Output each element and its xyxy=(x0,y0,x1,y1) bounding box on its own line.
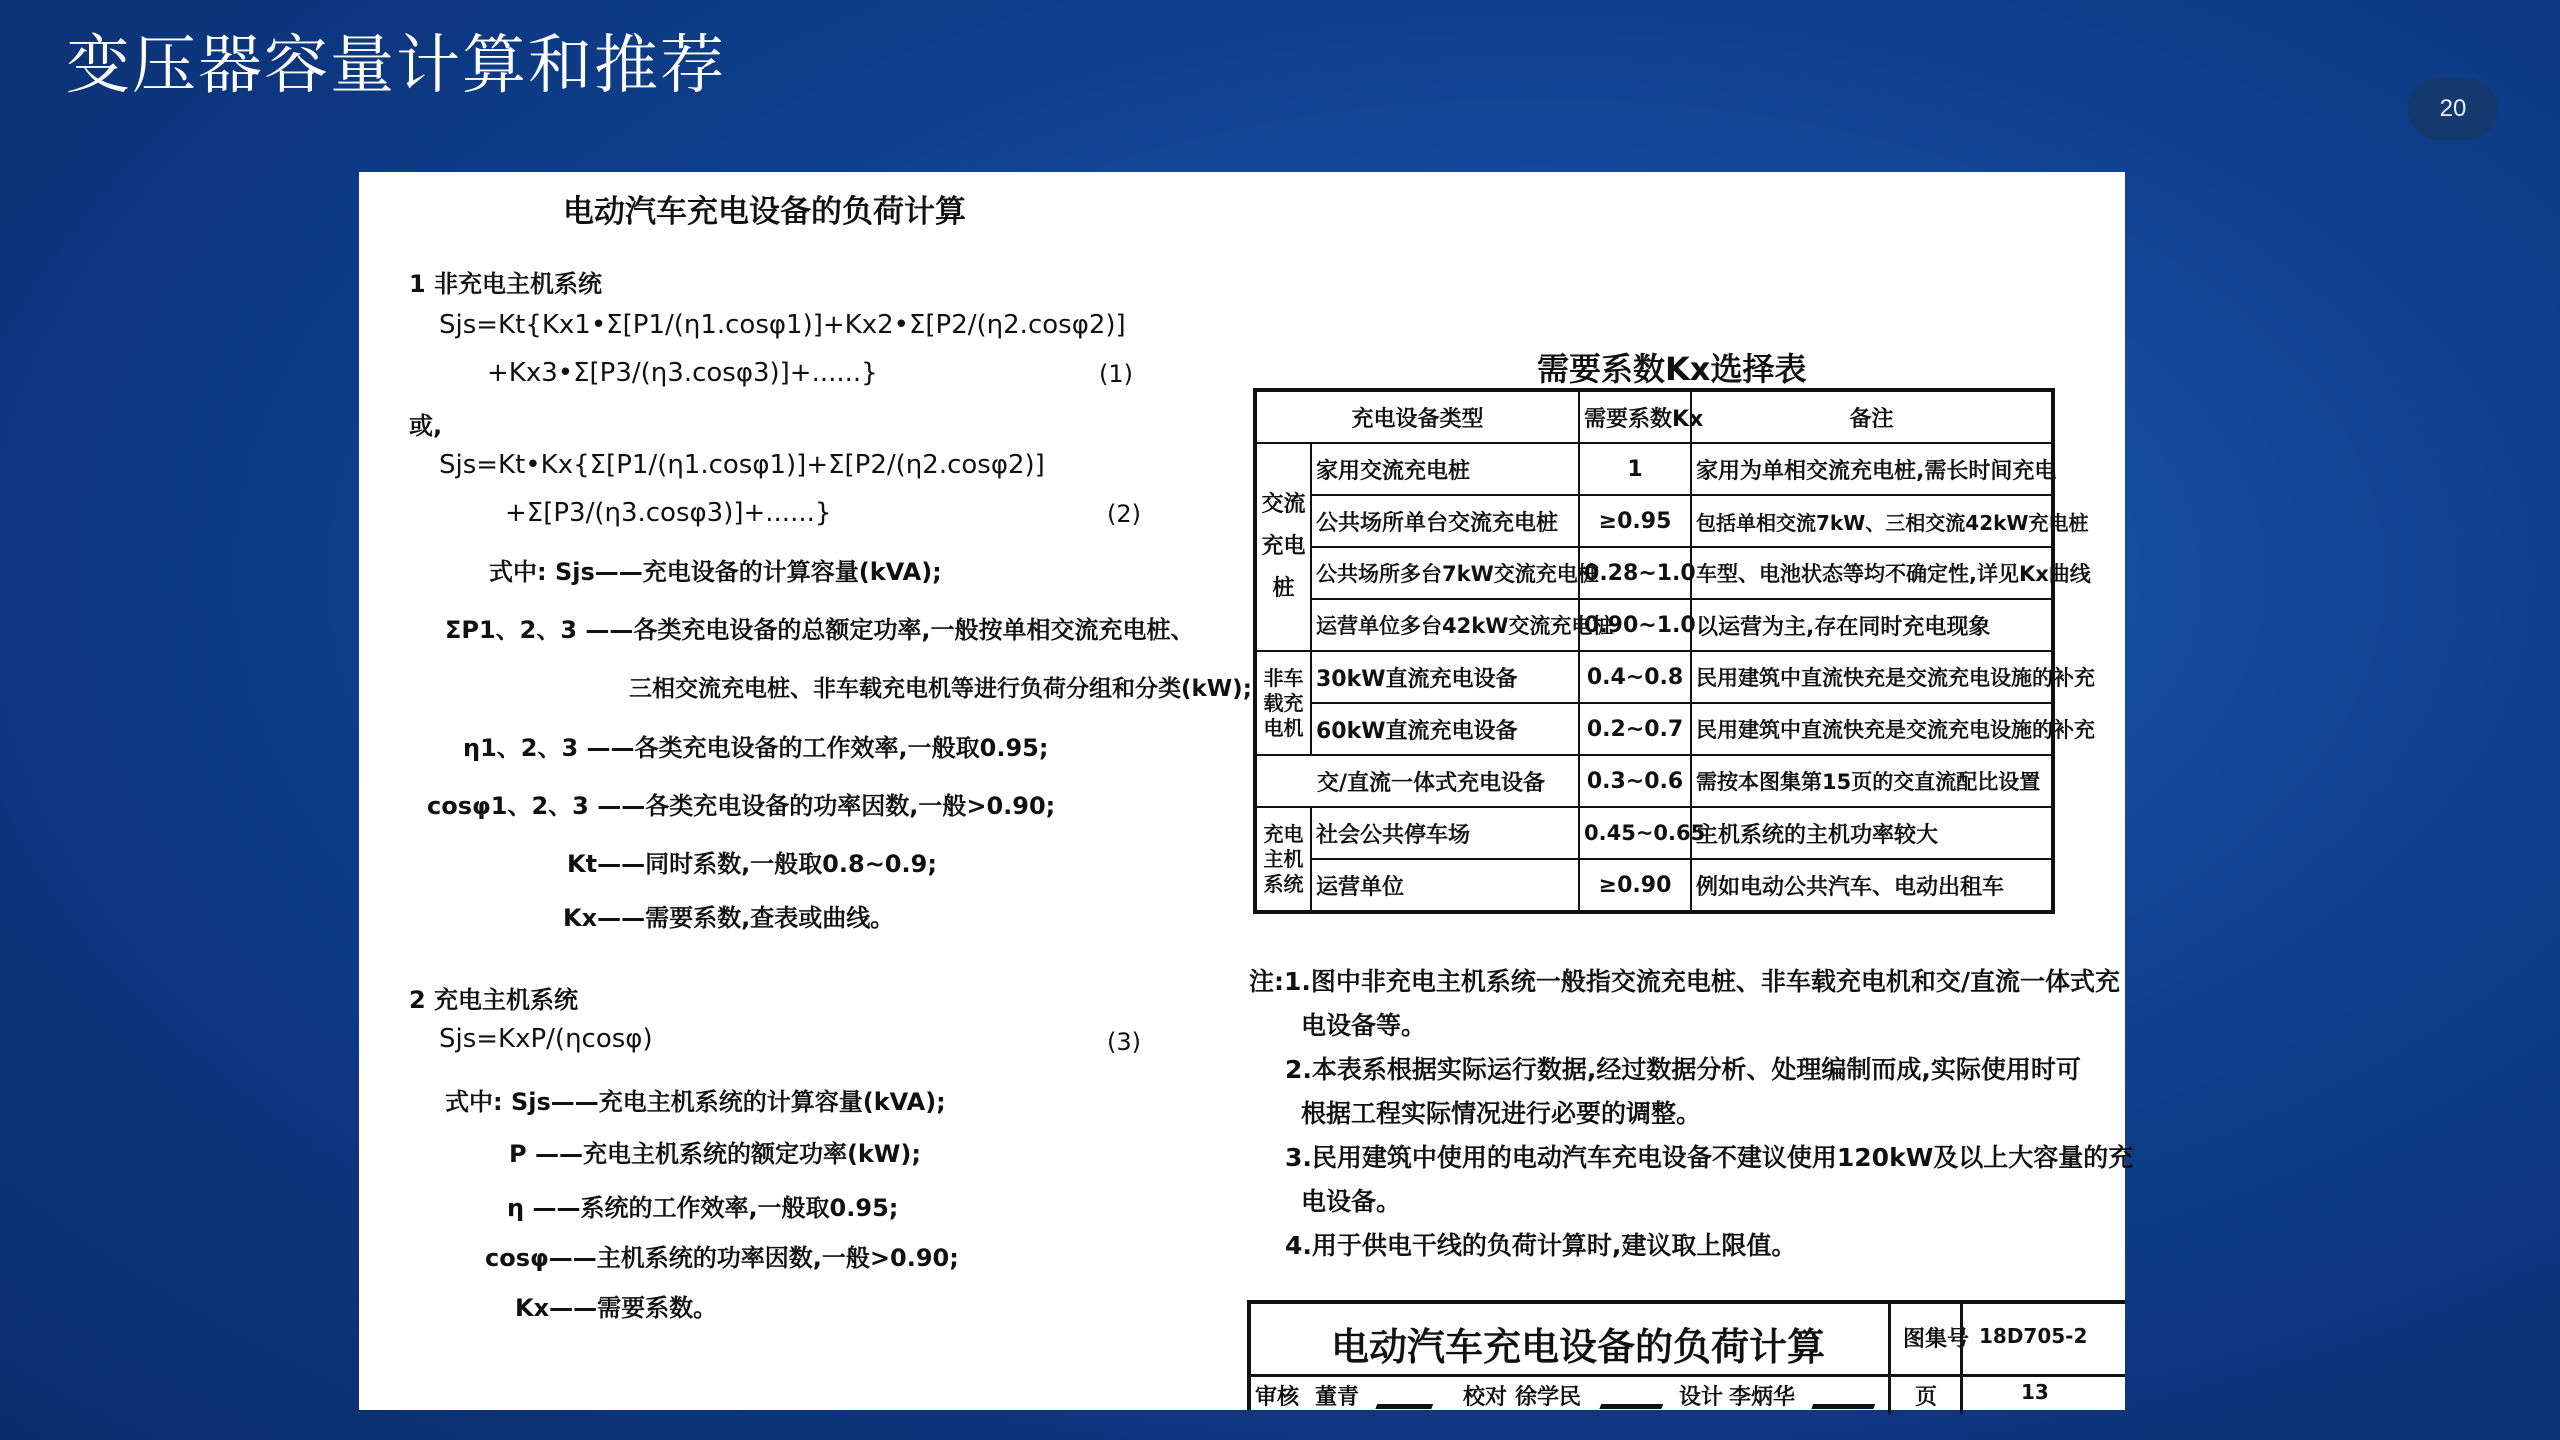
checker-signature xyxy=(1599,1378,1672,1409)
note-1-line1: 注:1.图中非充电主机系统一般指交流充电桩、非车载充电机和交/直流一体式充 xyxy=(1249,967,2121,996)
note-3-line1: 3.民用建筑中使用的电动汽车充电设备不建议使用120kW及以上大容量的充 xyxy=(1285,1143,2134,1172)
section1-heading: 1 非充电主机系统 xyxy=(409,270,603,298)
cell-kx: 0.2~0.7 xyxy=(1579,703,1691,755)
header-type: 充电设备类型 xyxy=(1255,390,1579,443)
cell-type: 交/直流一体式充电设备 xyxy=(1255,755,1579,807)
definition-eta: η1、2、3 ——各类充电设备的工作效率,一般取0.95; xyxy=(463,734,1049,762)
formula2-line2: +Σ[P3/(η3.cosφ3)]+......} xyxy=(505,498,832,528)
doc-title: 电动汽车充电设备的负荷计算 xyxy=(563,194,966,230)
s2-definition-cos: cosφ——主机系统的功率因数,一般>0.90; xyxy=(485,1244,959,1272)
cell-kx: ≥0.90 xyxy=(1579,859,1691,912)
group-ac xyxy=(1255,443,1311,651)
definition-p-line1: ΣP1、2、3 ——各类充电设备的总额定功率,一般按单相交流充电桩、 xyxy=(445,616,1195,644)
note-2-line1: 2.本表系根据实际运行数据,经过数据分析、处理编制而成,实际使用时可 xyxy=(1285,1055,2081,1084)
cell-note: 家用为单相交流充电桩,需长时间充电 xyxy=(1691,443,2053,495)
kx-table-header-row xyxy=(1255,390,2053,443)
group-offboard xyxy=(1255,651,1311,755)
cell-note: 需按本图集第15页的交直流配比设置 xyxy=(1691,755,2053,807)
note-4: 4.用于供电干线的负荷计算时,建议取上限值。 xyxy=(1285,1231,1797,1260)
cell-kx: 0.45~0.65 xyxy=(1579,807,1691,859)
reviewer-name: 董青 xyxy=(1315,1385,1360,1410)
cell-note: 例如电动公共汽车、电动出租车 xyxy=(1691,859,2053,912)
s2-definition-kx: Kx——需要系数。 xyxy=(515,1294,718,1322)
definition-sjs: 式中: Sjs——充电设备的计算容量(kVA); xyxy=(489,558,942,586)
note-3-line2: 电设备。 xyxy=(1301,1187,1402,1216)
page-number-badge: 20 xyxy=(2408,78,2498,140)
cell-note: 民用建筑中直流快充是交流充电设施的补充 xyxy=(1691,651,2053,703)
table-row xyxy=(1255,859,2053,912)
page-number: 13 xyxy=(2021,1380,2049,1404)
table-row xyxy=(1255,443,2053,495)
slide-title: 变压器容量计算和推荐 xyxy=(66,29,726,103)
cell-kx: ≥0.95 xyxy=(1579,495,1691,547)
table-row xyxy=(1255,807,2053,859)
group-offboard-label: 非车载充电机 xyxy=(1263,665,1304,740)
table-row xyxy=(1255,495,2053,547)
cell-note: 以运营为主,存在同时充电现象 xyxy=(1691,599,2053,651)
cell-note: 包括单相交流7kW、三相交流42kW充电桩 xyxy=(1691,495,2053,547)
formula1-line2: +Kx3•Σ[P3/(η3.cosφ3)]+......} xyxy=(487,358,878,388)
formula3: Sjs=KxP/(ηcosφ) xyxy=(439,1024,653,1054)
title-block xyxy=(1247,1300,2125,1410)
formula2-number: (2) xyxy=(1107,500,1141,528)
cell-type: 运营单位多台42kW交流充电桩 xyxy=(1311,599,1579,651)
cell-note: 主机系统的主机功率较大 xyxy=(1691,807,2053,859)
table-row xyxy=(1255,547,2053,599)
note-1-line2: 电设备等。 xyxy=(1301,1011,1427,1040)
cell-kx: 0.90~1.0 xyxy=(1579,599,1691,651)
cell-kx: 1 xyxy=(1579,443,1691,495)
table-row xyxy=(1255,599,2053,651)
cell-type: 家用交流充电桩 xyxy=(1311,443,1579,495)
cell-type: 30kW直流充电设备 xyxy=(1311,651,1579,703)
definition-cos: cosφ1、2、3 ——各类充电设备的功率因数,一般>0.90; xyxy=(427,792,1056,820)
definition-kx: Kx——需要系数,查表或曲线。 xyxy=(563,904,895,932)
designer-signature xyxy=(1811,1378,1884,1409)
definition-p-line2: 三相交流充电桩、非车载充电机等进行负荷分组和分类(kW); xyxy=(629,676,1252,702)
atlas-label: 图集号 xyxy=(1903,1327,1970,1352)
cell-type: 公共场所单台交流充电桩 xyxy=(1311,495,1579,547)
table-row xyxy=(1255,703,2053,755)
page-label: 页 xyxy=(1915,1385,1938,1410)
formula2-line1: Sjs=Kt•Kx{Σ[P1/(η1.cosφ1)]+Σ[P2/(η2.cosφ2)] xyxy=(439,450,1045,480)
table-row xyxy=(1255,755,2053,807)
cell-type: 社会公共停车场 xyxy=(1311,807,1579,859)
cell-kx: 0.3~0.6 xyxy=(1579,755,1691,807)
reviewer-signature xyxy=(1375,1378,1442,1409)
cell-kx: 0.4~0.8 xyxy=(1579,651,1691,703)
formula1-number: (1) xyxy=(1099,360,1133,388)
table-row xyxy=(1255,651,2053,703)
review-label: 审核 xyxy=(1255,1385,1300,1410)
designer-name: 李炳华 xyxy=(1729,1385,1796,1410)
kx-table xyxy=(1253,388,2096,914)
s2-definition-eta: η ——系统的工作效率,一般取0.95; xyxy=(507,1194,899,1222)
header-kx: 需要系数Kx xyxy=(1579,390,1691,443)
note-2-line2: 根据工程实际情况进行必要的调整。 xyxy=(1301,1099,1702,1128)
cell-type: 运营单位 xyxy=(1311,859,1579,912)
group-ac-label: 交流充电桩 xyxy=(1261,492,1306,601)
formula1-line1: Sjs=Kt{Kx1•Σ[P1/(η1.cosφ1)]+Kx2•Σ[P2/(η2.cosφ2)] xyxy=(439,310,1126,340)
header-note: 备注 xyxy=(1691,390,2053,443)
cell-note: 民用建筑中直流快充是交流充电设施的补充 xyxy=(1691,703,2053,755)
s2-definition-p: P ——充电主机系统的额定功率(kW); xyxy=(509,1140,921,1168)
s2-definition-sjs: 式中: Sjs——充电主机系统的计算容量(kVA); xyxy=(445,1088,946,1116)
or-label: 或, xyxy=(409,412,443,440)
cell-kx: 0.28~1.0 xyxy=(1579,547,1691,599)
design-label: 设计 xyxy=(1679,1385,1724,1410)
cell-type: 60kW直流充电设备 xyxy=(1311,703,1579,755)
check-label: 校对 xyxy=(1463,1385,1508,1410)
group-host-label: 充电主机系统 xyxy=(1263,821,1304,896)
formula3-number: (3) xyxy=(1107,1028,1141,1056)
atlas-number: 18D705-2 xyxy=(1979,1324,2088,1348)
checker-name: 徐学民 xyxy=(1515,1385,1582,1410)
cell-note: 车型、电池状态等均不确定性,详见Kx曲线 xyxy=(1691,547,2053,599)
title-block-title: 电动汽车充电设备的负荷计算 xyxy=(1331,1325,1826,1369)
definition-kt: Kt——同时系数,一般取0.8~0.9; xyxy=(567,850,937,878)
group-host xyxy=(1255,807,1311,912)
section2-heading: 2 充电主机系统 xyxy=(409,986,579,1014)
cell-type: 公共场所多台7kW交流充电桩 xyxy=(1311,547,1579,599)
document-image xyxy=(359,172,2134,1410)
kx-table-title: 需要系数Kx选择表 xyxy=(1537,350,1807,388)
